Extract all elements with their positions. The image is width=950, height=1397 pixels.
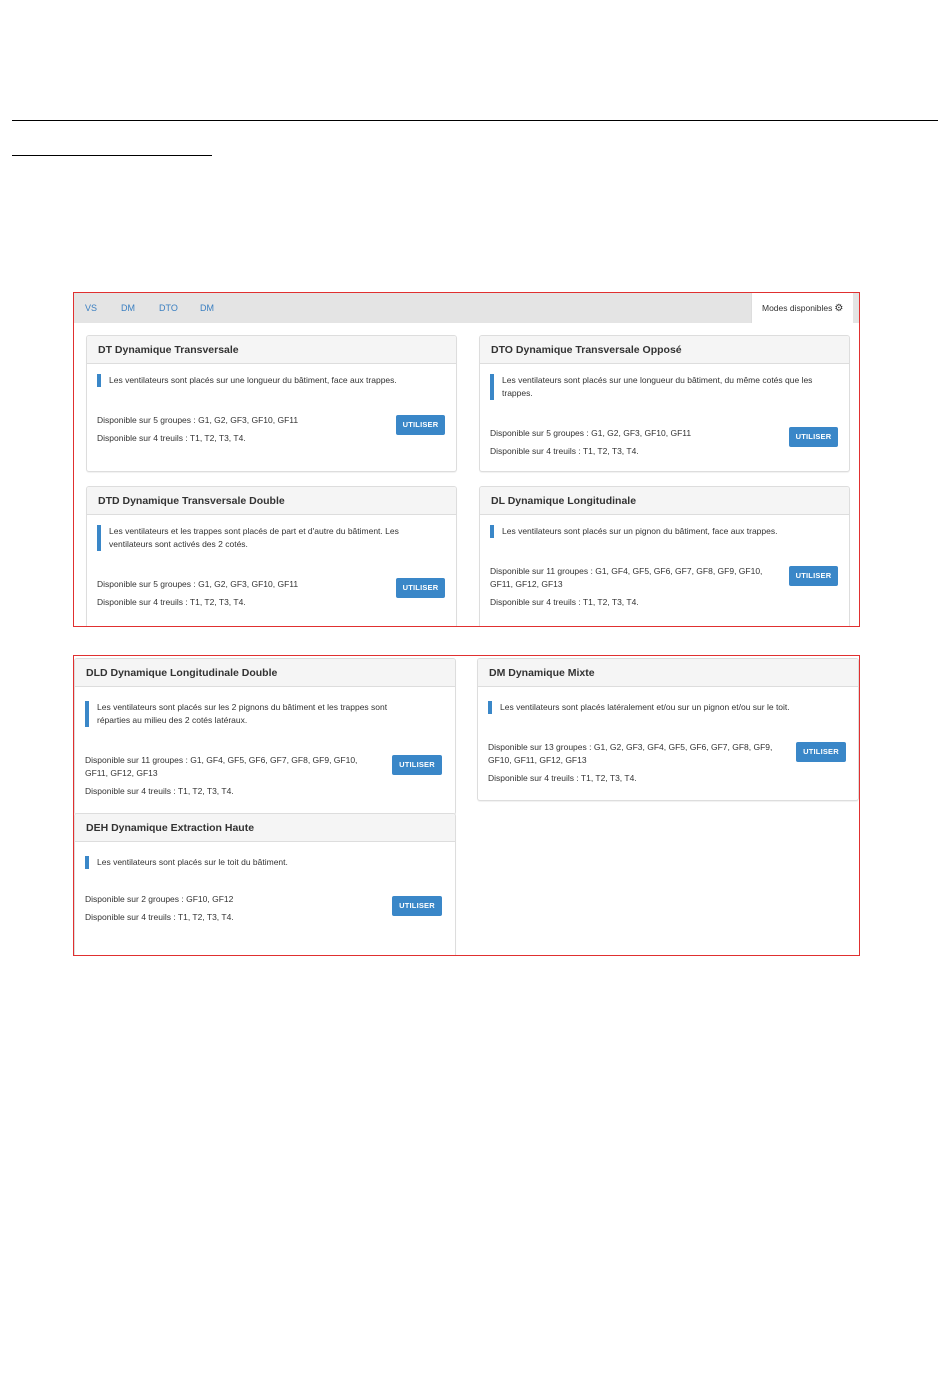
panel-title: DLD Dynamique Longitudinale Double: [86, 667, 278, 679]
panel-heading: [75, 814, 455, 842]
mode-description: Les ventilateurs sont placés sur les 2 pignons du bâtiment et les trappes sont réparties au milieu des 2 cotés latéraux.: [85, 701, 422, 727]
groups-text: Disponible sur 5 groupes : G1, G2, GF3, GF10, GF11: [97, 579, 299, 589]
use-button-dt[interactable]: UTILISER: [396, 415, 445, 435]
winches-text: Disponible sur 4 treuils : T1, T2, T3, T4.: [97, 433, 246, 443]
use-button-deh[interactable]: UTILISER: [392, 896, 442, 916]
mode-description: Les ventilateurs sont placés sur une longueur du bâtiment, du même cotés que les trappes.: [490, 374, 832, 400]
winches-text: Disponible sur 4 treuils : T1, T2, T3, T4.: [85, 912, 234, 922]
mode-description: Les ventilateurs et les trappes sont placés de part et d'autre du bâtiment. Les ventilateurs sont activés des 2 cotés.: [97, 525, 429, 551]
groups-text: Disponible sur 2 groupes : GF10, GF12: [85, 894, 234, 904]
mode-panel-dld: [74, 658, 456, 815]
mode-panel-dtd: [86, 486, 457, 627]
panel-title: DEH Dynamique Extraction Haute: [86, 822, 255, 834]
panel-heading: [87, 336, 456, 364]
groups-text: Disponible sur 5 groupes : G1, G2, GF3, GF10, GF11: [97, 415, 299, 425]
winches-text: Disponible sur 4 treuils : T1, T2, T3, T4.: [490, 597, 639, 607]
panel-heading: [480, 487, 849, 515]
winches-text: Disponible sur 4 treuils : T1, T2, T3, T4.: [97, 597, 246, 607]
panel-title: DT Dynamique Transversale: [98, 344, 239, 356]
use-button-dl[interactable]: UTILISER: [789, 566, 838, 586]
mode-description: Les ventilateurs sont placés sur une longueur du bâtiment, face aux trappes.: [97, 374, 429, 387]
document-rule: [12, 120, 938, 121]
groups-text: Disponible sur 11 groupes : G1, GF4, GF5, GF6, GF7, GF8, GF9, GF10, GF11, GF12, GF13: [490, 566, 763, 589]
use-button-dtd[interactable]: UTILISER: [396, 578, 445, 598]
mode-panel-dt: [86, 335, 457, 472]
tab-bar: [74, 293, 859, 323]
panel-heading: [75, 659, 455, 687]
winches-text: Disponible sur 4 treuils : T1, T2, T3, T4.: [490, 446, 639, 456]
panel-title: DTD Dynamique Transversale Double: [98, 495, 285, 507]
groups-text: Disponible sur 5 groupes : G1, G2, GF3, GF10, GF11: [490, 428, 692, 438]
mode-panel-dl: [479, 486, 850, 627]
panel-heading: [480, 336, 849, 364]
gear-icon: ⚙: [834, 303, 844, 314]
document-underline: [12, 155, 212, 156]
panel-title: DM Dynamique Mixte: [489, 667, 595, 679]
screenshot-frame-2: [73, 655, 860, 956]
screenshot-frame-1: [73, 292, 860, 627]
mode-description: Les ventilateurs sont placés sur le toit du bâtiment.: [85, 856, 422, 869]
panel-heading: [478, 659, 858, 687]
mode-panel-dto: [479, 335, 850, 472]
groups-text: Disponible sur 11 groupes : G1, GF4, GF5, GF6, GF7, GF8, GF9, GF10, GF11, GF12, GF13: [85, 755, 358, 778]
use-button-dld[interactable]: UTILISER: [392, 755, 442, 775]
use-button-dm[interactable]: UTILISER: [796, 742, 846, 762]
modes-label: Modes disponibles: [762, 303, 833, 313]
modes-dropdown[interactable]: [751, 293, 853, 323]
tab-vs[interactable]: VS: [85, 303, 98, 313]
panel-title: DL Dynamique Longitudinale: [491, 495, 637, 507]
panel-title: DTO Dynamique Transversale Opposé: [491, 344, 682, 356]
mode-panel-deh: [74, 813, 456, 956]
mode-description: Les ventilateurs sont placés sur un pignon du bâtiment, face aux trappes.: [490, 525, 832, 538]
use-button-dto[interactable]: UTILISER: [789, 427, 838, 447]
winches-text: Disponible sur 4 treuils : T1, T2, T3, T4.: [488, 773, 637, 783]
mode-panel-dm: [477, 658, 859, 801]
tab-dto[interactable]: DTO: [159, 303, 178, 313]
mode-description: Les ventilateurs sont placés latéralement et/ou sur un pignon et/ou sur le toit.: [488, 701, 835, 714]
tab-dm[interactable]: DM: [121, 303, 135, 313]
tab-dm-2[interactable]: DM: [200, 303, 214, 313]
groups-text: Disponible sur 13 groupes : G1, G2, GF3, GF4, GF5, GF6, GF7, GF8, GF9, GF10, GF11, GF12, GF13: [488, 742, 773, 765]
winches-text: Disponible sur 4 treuils : T1, T2, T3, T4.: [85, 786, 234, 796]
panel-heading: [87, 487, 456, 515]
